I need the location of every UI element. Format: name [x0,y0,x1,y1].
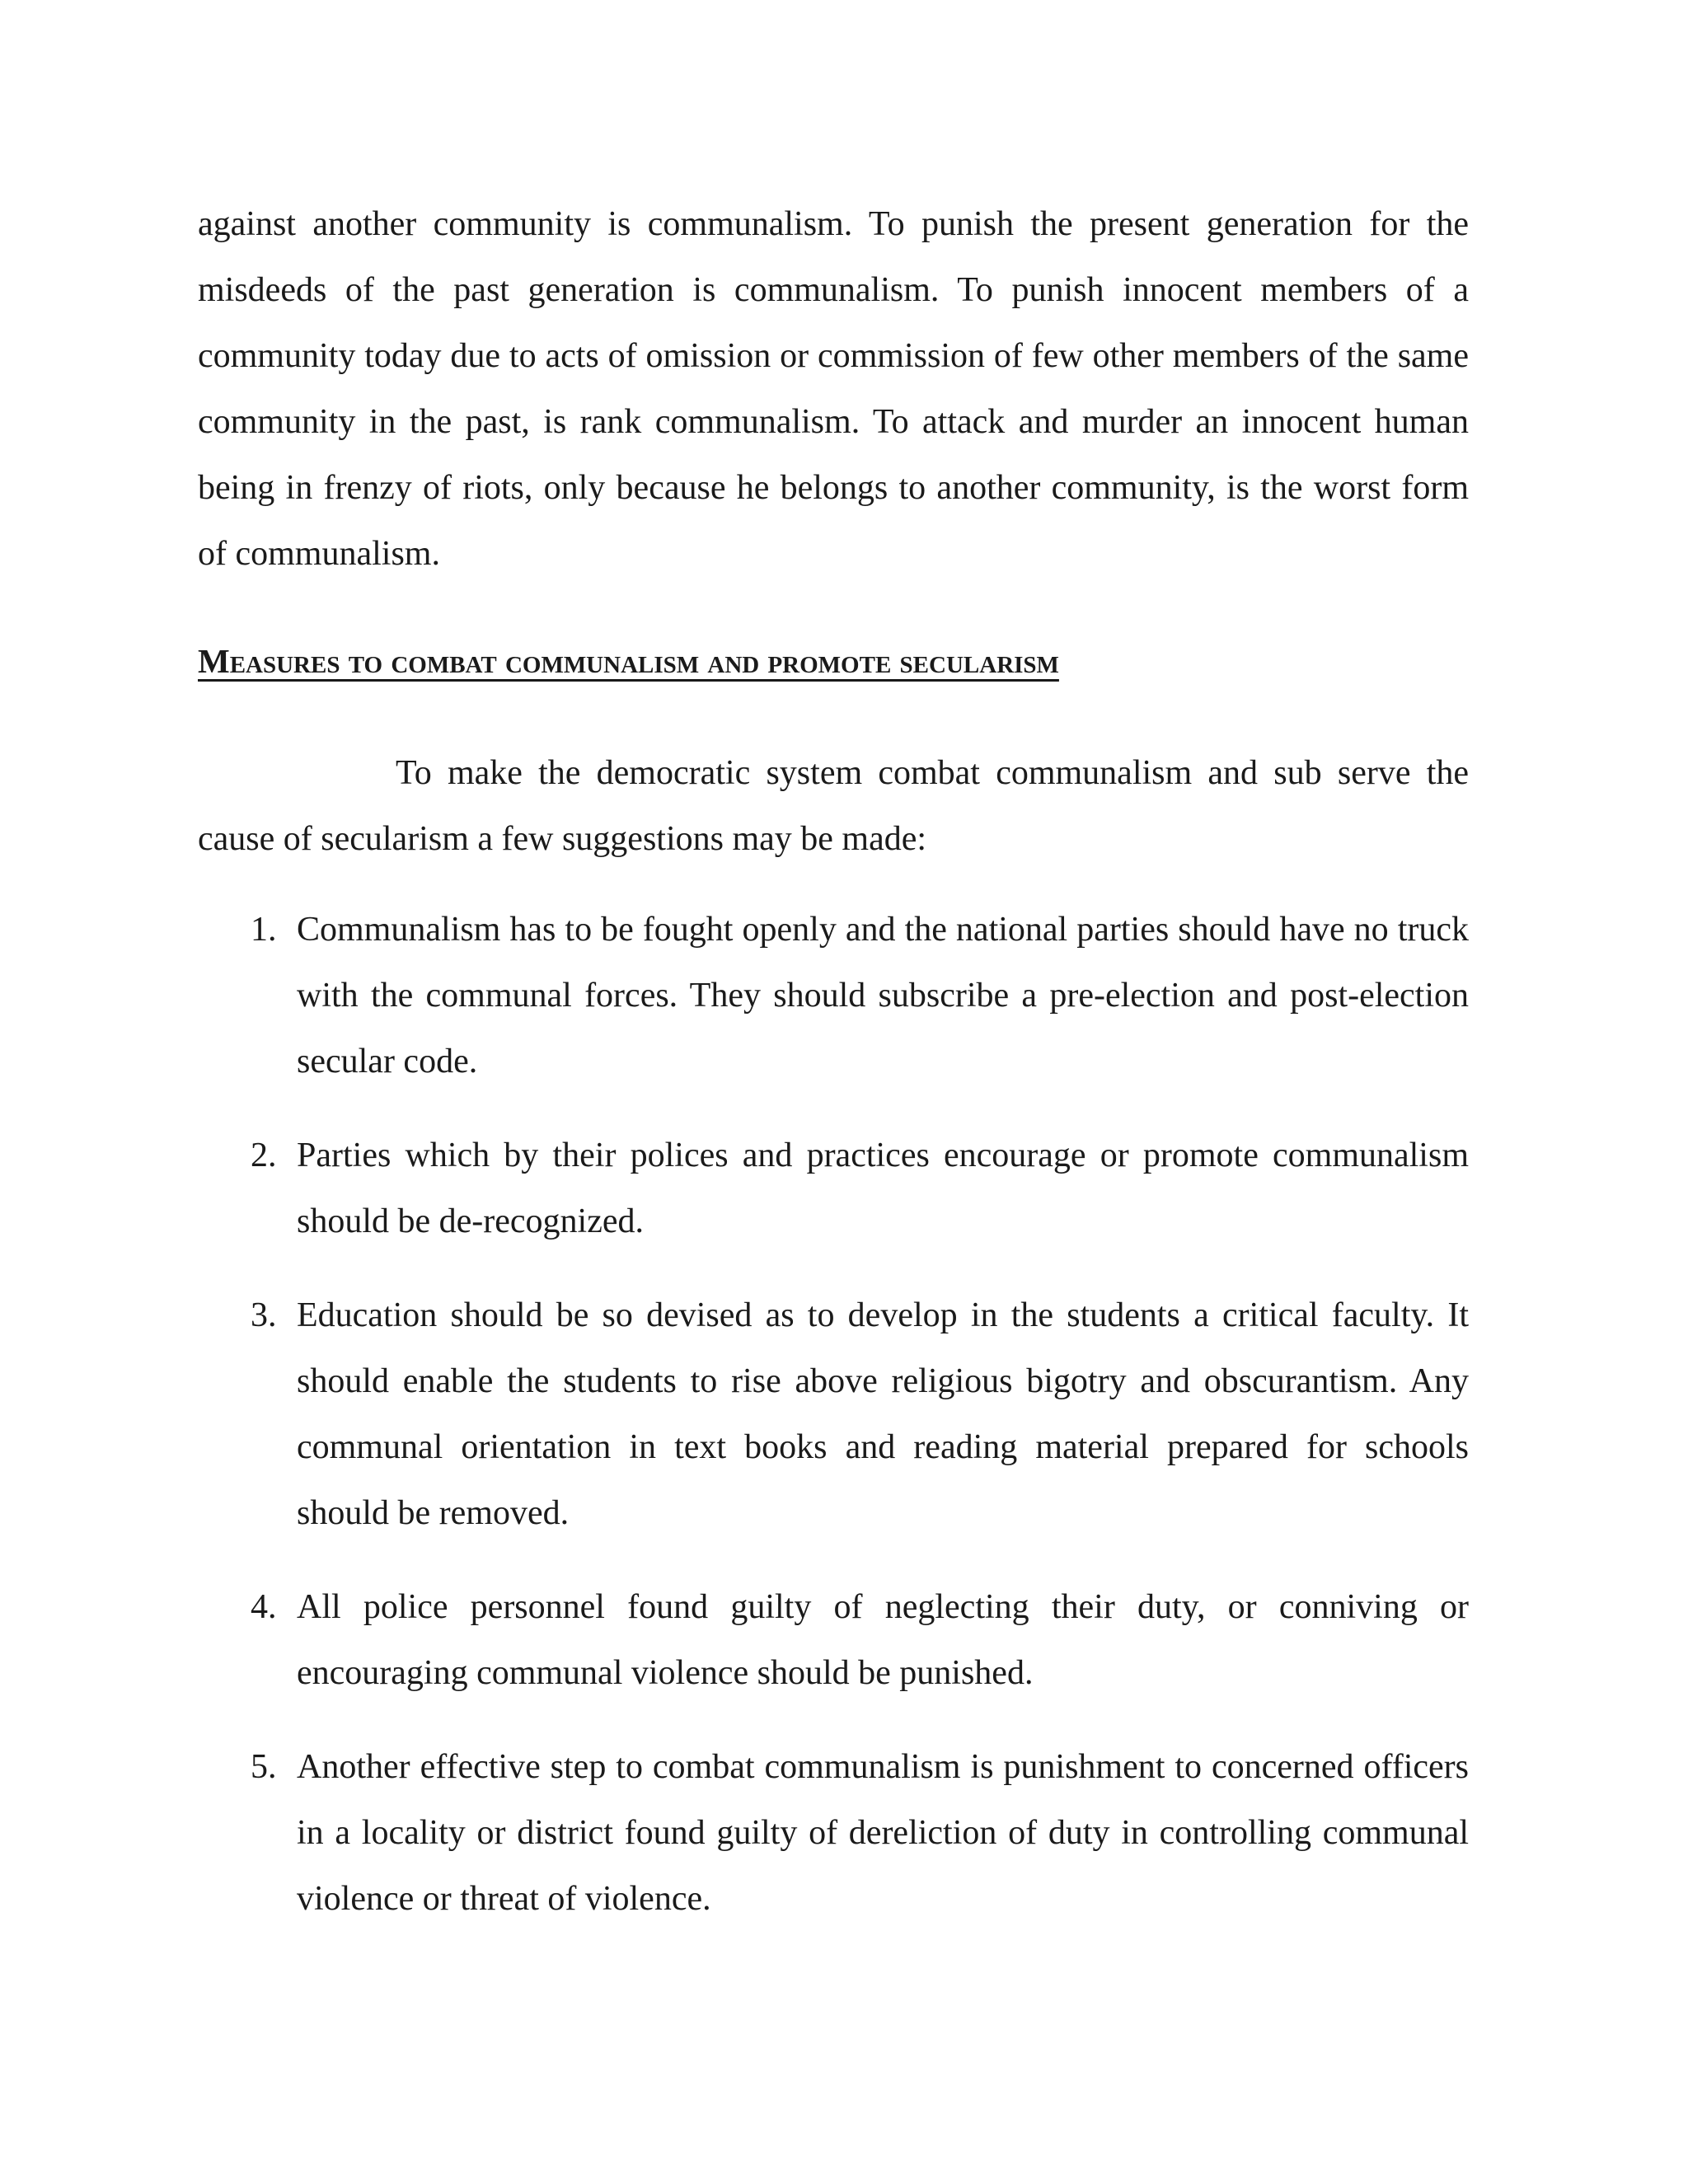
list-item [198,897,1469,1094]
suggestions-list [198,897,1469,1932]
section-heading: Measures to combat communalism and promote secularism [198,642,1059,680]
list-item-text: Another effective step to combat communalism is punishment to concerned officers in a locality or district found guilty of dereliction of duty in controlling communal violence or threat of violence. [297,1748,1469,1918]
list-item-number: 4. [251,1588,277,1626]
list-item [198,1122,1469,1254]
list-item [198,1574,1469,1706]
document-page [198,191,1469,1960]
list-item-number: 3. [251,1296,277,1334]
list-item-text: All police personnel found guilty of neglecting their duty, or conniving or encouraging communal violence should be punished. [297,1588,1469,1692]
list-item-text: Parties which by their polices and practices encourage or promote communalism should be de-recognized. [297,1137,1469,1240]
list-item-text: Education should be so devised as to develop in the students a critical faculty. It should enable the students to rise above religious bigotry and obscurantism. Any communal orientation in text books and reading material prepared for schools should be removed. [297,1296,1469,1532]
list-item-text: Communalism has to be fought openly and the national parties should have no truck with the communal forces. They should subscribe a pre-election and post-election secular code. [297,911,1469,1080]
list-item-number: 2. [251,1137,277,1174]
list-item [198,1282,1469,1546]
list-item-number: 1. [251,911,277,949]
list-item-number: 5. [251,1748,277,1786]
intro-paragraph: To make the democratic system combat communalism and sub serve the cause of secularism a few suggestions may be made: [198,754,1469,858]
list-item [198,1734,1469,1932]
opening-paragraph: against another community is communalism. To punish the present generation for the misdeeds of the past generation is communalism. To punish innocent members of a community today due to acts of omission or commission of few other members of the same community in the past, is rank communalism. To attack and murder an innocent human being in frenzy of riots, only because he belongs to another community, is the worst form of communalism. [198,205,1469,573]
